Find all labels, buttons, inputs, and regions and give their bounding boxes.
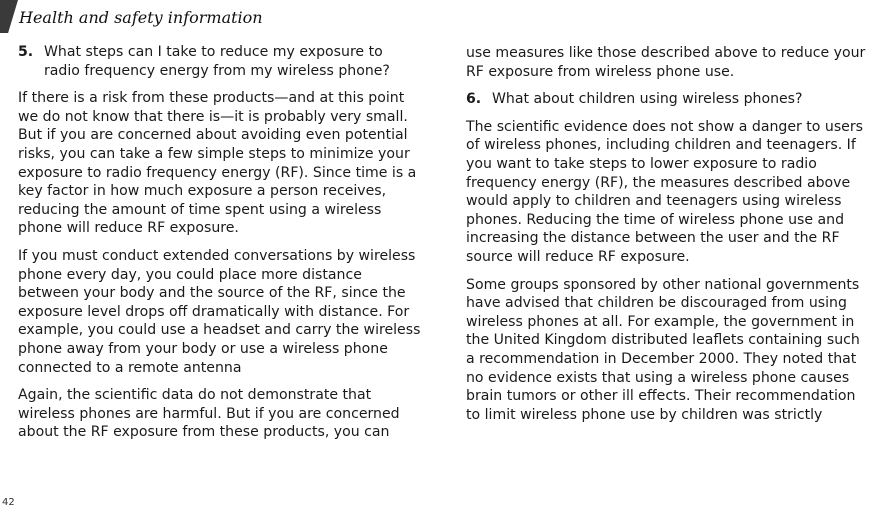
body-paragraph: The scientific evidence does not show a danger to users of wireless phones, including children and teenagers. If you want to take steps to lower exposure to radio frequency energy (RF), the measures described above would apply to children and teenagers using wireless phones. Reducing the time of wireless phone use and increasing the distance between the user and the RF source will reduce RF exposure. bbox=[466, 118, 863, 265]
page-header-title: Health and safety information bbox=[19, 8, 263, 27]
question-5 bbox=[18, 43, 422, 80]
question-text: What steps can I take to reduce my exposure to radio frequency energy from my wireless phone? bbox=[44, 44, 390, 79]
body-paragraph: Some groups sponsored by other national governments have advised that children be discouraged from using wireless phones at all. For example, the government in the United Kingdom distributed leaflets containing such a recommendation in December 2000. They noted that no evidence exists that using a wireless phone causes brain tumors or other ill effects. Their recommendation to limit wireless phone use by children was strictly bbox=[466, 276, 860, 423]
body-paragraph: use measures like those described above to reduce your RF exposure from wireless phone use. bbox=[466, 45, 866, 80]
question-6 bbox=[466, 90, 869, 109]
right-column bbox=[466, 44, 869, 433]
left-column bbox=[18, 43, 422, 451]
body-paragraph: Again, the scientific data do not demonstrate that wireless phones are harmful. But if you are concerned about the RF exposure from these products, you can bbox=[18, 387, 400, 441]
body-paragraph: If there is a risk from these products—and at this point we do not know that there is—it is probably very small. But if you are concerned about avoiding even potential risks, you can take a few simple steps to minimize your exposure to radio frequency energy (RF). Since time is a key factor in how much exposure a person receives, reducing the amount of time spent using a wireless phone will reduce RF exposure. bbox=[18, 90, 417, 237]
page-number: 42 bbox=[2, 497, 15, 508]
header-accent-bar bbox=[0, 0, 18, 33]
body-paragraph: If you must conduct extended conversations by wireless phone every day, you could place more distance between your body and the source of the RF, since the exposure level drops off dramatically with distance. For example, you could use a headset and carry the wireless phone away from your body or use a wireless phone connected to a remote antenna bbox=[18, 247, 421, 376]
question-number: 6. bbox=[466, 91, 482, 108]
question-number: 5. bbox=[18, 44, 34, 60]
question-text: What about children using wireless phones? bbox=[492, 91, 803, 108]
